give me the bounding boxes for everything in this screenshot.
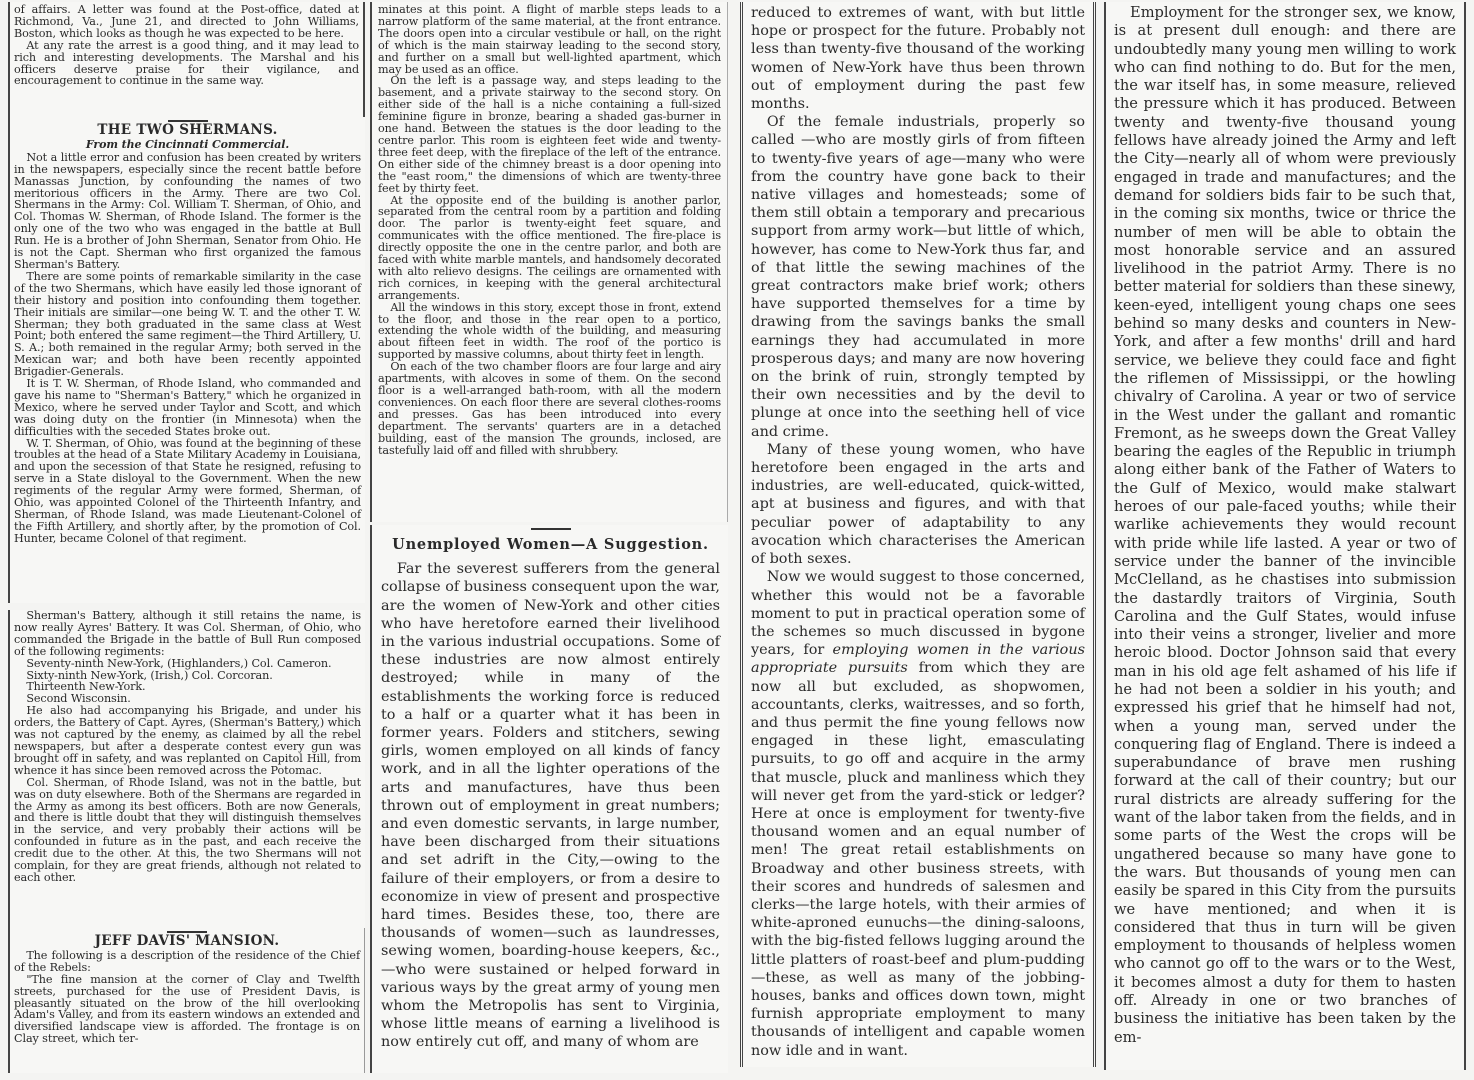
paragraph: reduced to extremes of want, with but little hope or prospect for the future. Probably not less than twenty-five thousand of the working women of New-York have thus been thrown out of employment during the past few months. [751,5,1085,113]
regiment-item: Second Wisconsin. [26,692,131,706]
suggestion-paragraph [751,568,1085,1059]
divider-rule [531,528,571,530]
paragraph: W. T. Sherman, of Ohio, was found at the beginning of these troubles at the head of a State Military Academy in Louisiana, and upon the secession of that State he resigned, refusing to serve in a State disloyal to the Government. When the new regiments of the regular Army were formed, Sherman, of Ohio, was appointed Colonel of the Thirteenth Infantry, and Sherman, of Rhode Island, was made Lieutenant-Colonel of the Fifth Artillery, and shortly after, by the promotion of Col. Hunter, became Colonel of that regiment. [14,436,361,545]
clipping-intro [8,2,365,117]
suggestion-text-end: from which they are now all but excluded, as shopwomen, accountants, clerks, waitresses, and so forth, and thus permit the fine young fellows now engaged in these light, emasculating pursuits, to go off and acquire in the army that muscle, pluck and manliness which they will never get from the yard-stick or ledger? Here at once is employment for twenty-five thousand women and an equal number of men! The great retail establishments on Broadway and other business streets, with their scores and hundreds of salesmen and clerks—the large hotels, with their armies of white-aproned eunuchs—the dining-saloons, with the big-fisted fellows lugging around the little platters of roast-beef and plum-pudding—these, as well as many of the jobbing-houses, banks and offices down town, might furnish appropriate employment to many thousands of intelligent and capable women now idle and in want. [751,660,1085,1059]
article-two-shermans-cont [8,610,365,928]
mansion-continued [370,2,728,522]
unemployed-women-continued [740,2,1096,1067]
column-4 [1100,0,1474,1080]
byline: From the Cincinnati Commercial. [85,137,290,151]
regiment-item: Sixty-ninth New-York, (Irish,) Col. Corcoran. [26,668,273,682]
paragraph: Not a little error and confusion has been created by writers in the newspapers, especially since the recent battle before Manassas Junction, by confounding the names of two meritorious officers in the Army. There are two Col. Shermans in the Army: Col. William T. Sherman, of Ohio, and Col. Thomas W. Sherman, of Rhode Island. The former is the only one of the two who was engaged in the battle at Bull Run. He is a brother of John Sherman, Senator from Ohio. He is not the Capt. Sherman who first organized the famous Sherman's Battery. [14,150,361,271]
headline: Unemployed Women—A Suggestion. [392,536,709,553]
paragraph: "The fine mansion at the corner of Clay and Twelfth streets, purchased for the use of President Davis, is pleasantly situated on the brow of the hill overlooking Adam's Valley, and from its eastern windows an extended and diversified landscape view is afforded. The frontage is on Clay street, which ter- [14,972,360,1046]
headline: THE TWO SHERMANS. [97,122,278,138]
paragraph: On each of the two chamber floors are four large and airy apartments, with alcoves in some of them. On the second floor is a well-arranged bath-room, with all the modern conveniences. On each floor there are several clothes-rooms and presses. Gas has been introduced into every department. The servants' quarters are in a detached building, east of the mansion The grounds, inclosed, are tastefully laid off and filled with shrubbery. [378,360,721,457]
paragraph: All the windows in this story, except those in front, extend to the floor, and those in the rear open to a portico, extending the whole width of the building, and measuring about fifteen feet in width. The roof of the portico is supported by massive columns, about thirty feet in length. [378,300,721,362]
paragraph: Far the severest sufferers from the general collapse of business consequent upon the war, are the women of New-York and other cities who have heretofore earned their livelihood in the various industrial occupations. Some of these industries are now almost entirely destroyed; while in many of the establishments the working force is reduced to a half or a quarter what it has been in former years. Folders and stitchers, sewing girls, women employed on all kinds of fancy work, and in all the lighter operations of the arts and manufactures, have thus been thrown out of employment in great numbers; and even domestic servants, in large number, have been discharged from their situations and set adrift in the City,—owing to the failure of their employers, or from a desire to economize in view of present and prospective hard times. Besides these, too, there are thousands of women—such as laundresses, sewing women, boarding-house keepers, &c.,—who were sustained or helped forward in various ways by the great army of young men whom the Metropolis has sent to Virginia, whose little means of earning a livelihood is now entirely cut off, and many of whom are [381,561,720,1051]
article-jeff-davis-mansion [8,928,365,1073]
intro-paragraph: of affairs. A letter was found at the Post-office, dated at Richmond, Va., June 21, and directed to John Williams, Boston, which looks as though he was expected to be here. [14,3,359,40]
suggestion-italic-phrase: employing women in the various appropriate pursuits [751,642,1085,677]
paragraph: At the opposite end of the building is another parlor, separated from the central room by a partition and folding door. The parlor is twenty-eight feet square, and communicates with the office mentioned. The fire-place is directly opposite the one in the centre parlor, and both are faced with white marble mantels, and handsomely decorated with alto relievo designs. The ceilings are ornamented with rich cornices, in keeping with the general architectural arrangements. [378,193,721,302]
column-3 [732,0,1100,1080]
article-two-shermans [8,117,365,603]
paragraph: Of the female industrials, properly so called —who are mostly girls of from fifteen to twenty-five years of age—many who were from the country have gone back to their native villages and homesteads; some of them still obtain a temporary and precarious support from army work—but little of which, however, has come to New-York thus far, and of that little the sewing machines of the great contractors make brief work; others have supported themselves for a time by drawing from the savings banks the small earnings they had accumulated in more prosperous days; and many are now hovering on the brink of ruin, strongly tempted by their own necessities and by the devil to plunge at once into the seething hell of vice and crime. [751,114,1085,440]
regiment-item: Seventy-ninth New-York, (Highlanders,) Col. Cameron. [26,656,332,670]
column-2 [366,0,732,1080]
headline: JEFF DAVIS' MANSION. [94,933,280,949]
paragraph: He also had accompanying his Brigade, and under his orders, the Battery of Capt. Ayres, (Sherman's Battery,) which was not captured by the enemy, as claimed by all the rebel newspapers, but after a desperate contest every gun was brought off in safety, and was replanted on Capitol Hill, from whence it has since been removed across the Potomac. [14,704,361,777]
paragraph: There are some points of remarkable similarity in the case of the two Shermans, which have easily led those ignorant of their history and position into confounding them together. Their initials are similar—one being W. T. and the other T. W. Sherman; they both graduated in the same class at West Point; both entered the same regiment—the Third Artillery, U. S. A.; both remained in the regular Army; both served in the Mexican war; and both have been recently appointed Brigadier-Generals. [14,269,361,379]
paragraph: On the left is a passage way, and steps leading to the basement, and a private stairway to the second story. On either side of the hall is a niche containing a full-sized feminine figure in bronze, bearing a shaded gas-burner in one hand. Between the statues is the door leading to the centre parlor. This room is eighteen feet wide and twenty-three feet deep, with the fireplace of the left of the entrance. On either side of the chimney breast is a door opening into the "east room," the dimensions of which are twenty-three feet by thirty feet. [378,74,721,195]
article-unemployed-women [370,525,728,1073]
paragraph: Col. Sherman, of Rhode Island, was not in the battle, but was on duty elsewhere. Both of the Shermans are regarded in the Army as among its best officers. Both are now Generals, and there is little doubt that they will distinguish themselves in the service, and very probably their actions will be confounded in future as in the past, and each receive the credit due to the other. At this, the two Shermans will not complain, for they are great friends, although not related to each other. [14,775,361,884]
regiment-item: Thirteenth New-York. [26,680,146,694]
paragraph: Employment for the stronger sex, we know, is at present dull enough: and there are undoubtedly many young men willing to work who can find nothing to do. But for the men, the war itself has, in some measure, relieved the pressure which it has produced. Between twenty and twenty-five thousand young fellows have already joined the Army and left the City—nearly all of whom were previously engaged in trade and manufactures; and the demand for soldiers bids fair to be such that, in the coming six months, twice or thrice the number of men will be able to obtain the most honorable service and an assured livelihood in the patriot Army. There is no better material for soldiers than these sinewy, keen-eyed, intelligent young chaps one sees behind so many desks and counters in New-York, and after a few months' drill and hard service, we believe they could face and fight the riflemen of Mississippi, or the howling chivalry of Carolina. A year or two of service in the West under the gallant and romantic Fremont, as he sweeps down the Great Valley bearing the eagles of the Republic in triumph along either bank of the Father of Waters to the Gulf of Mexico, would make stalwart heroes of our pale-faced youths; while their warlike achievements they would recount with pride while life lasted. A year or two of service under the banner of the invincible McClelland, as he chastises into submission the dastardly traitors of Virginia, South Carolina and the Gulf States, would infuse into their veins a stronger, livelier and more heroic blood. Doctor Johnson said that every man in his old age felt ashamed of his life if he had not been a soldier in his youth; and expressed his grief that he himself had not, when a young man, served under the conquering flag of England. There is indeed a superabundance of brave men rushing forward at the call of their country; but our rural districts are already suffering for the want of the labor taken from the fields, and in some parts of the West the crops will be ungathered because so many have gone to the wars. But thousands of young men can easily be spared in this City from the pursuits we have mentioned; and when it is considered that thus in turn will be given employment to thousands of helpless women who cannot go off to the wars or to the West, it becomes almost a duty for them to hasten off. Already in one or two branches of business the initiative has been taken by the em- [1114,4,1456,1046]
paragraph: minates at this point. A flight of marble steps leads to a narrow platform of the same material, at the front entrance. The doors open into a circular vestibule or hall, on the right of which is the main stairway leading to the second story, and further on a small but well-lighted apartment, which may be used as an office. [378,3,721,76]
paragraph: The following is a description of the residence of the Chief of the Rebels: [14,948,360,974]
intro-paragraph: At any rate the arrest is a good thing, and it may lead to rich and interesting developments. The Marshal and his officers deserve praise for their vigilance, and encouragement to continue in the same way. [14,38,359,88]
paragraph: Many of these young women, who have heretofore been engaged in the arts and industries, are well-educated, quick-witted, apt at business and figures, and with that peculiar power of adaptability to any avocation which characterises the American of both sexes. [751,441,1085,568]
column-1 [0,0,366,1080]
suggestion-text-start: Now we would suggest to those concerned, whether this would not be a favorable moment to put in practical operation some of the schemes so much discussed in bygone years, for [751,569,1085,659]
paragraph: Sherman's Battery, although it still retains the name, is now really Ayres' Battery. It was Col. Sherman, of Ohio, who commanded the Brigade in the battle of Bull Run composed of the following regiments: [14,610,361,658]
paragraph: It is T. W. Sherman, of Rhode Island, who commanded and gave his name to "Sherman's Battery," which he organized in Mexico, where he served under Taylor and Scott, and which was doing duty on the frontier (in Minnesota) when the difficulties with the seceded States broke out. [14,377,361,438]
unemployed-women-final [1104,2,1466,1070]
